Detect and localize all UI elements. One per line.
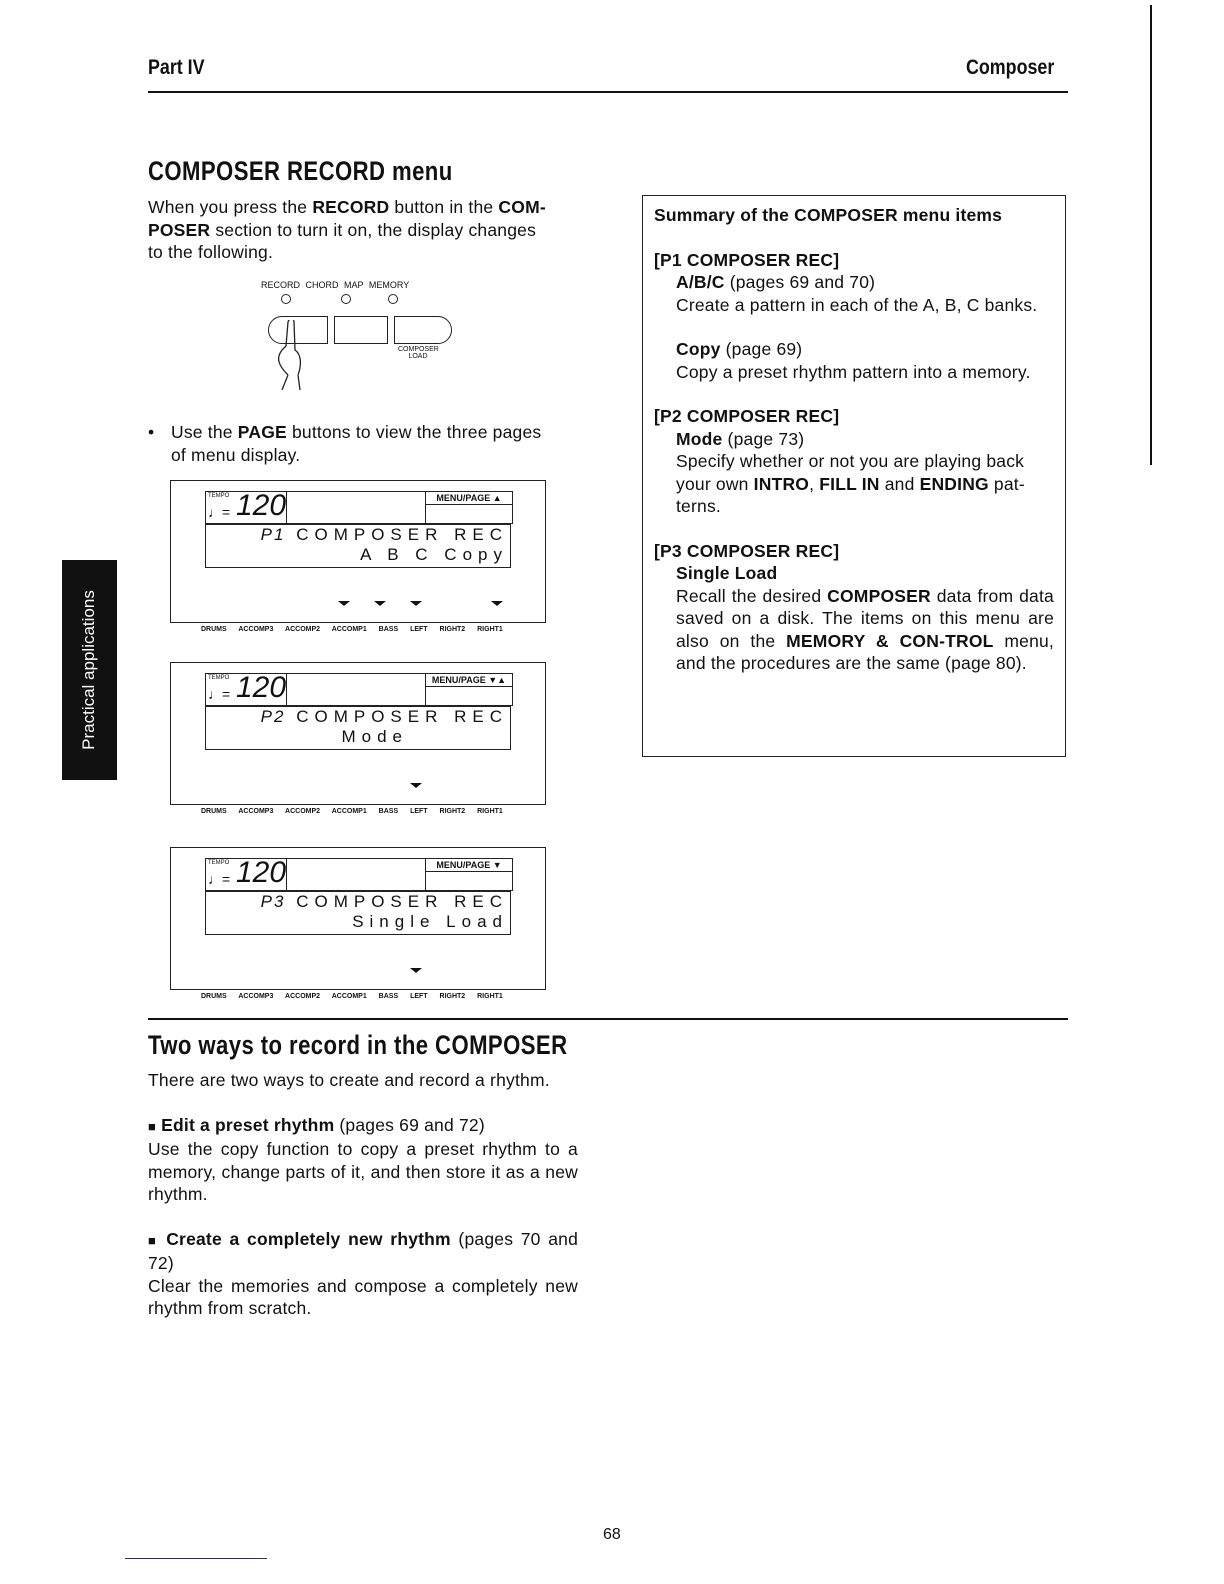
header-chapter: Composer: [966, 56, 1055, 79]
section2-text: There are two ways to create and record a rhythm. ■ Edit a preset rhythm (pages 69 and 72) Use the copy function to copy a preset rhythm to a memory, change parts of it, and then store it as a new rhythm. ■ Create a completely new rhythm (pages 70 and 72) Clear the memories and compose a completely new rhythm from scratch.: [148, 1070, 579, 1318]
pressing-finger-icon: [268, 320, 318, 390]
intro-text: When you press the RECORD button in the COM- POSER section to turn it on, the display changes to the following.: [148, 197, 546, 262]
header-rule: [148, 91, 1068, 93]
chordmap-button[interactable]: [334, 316, 388, 344]
lcd-display-p1: TEMPO ♩= 120 MENU/PAGE ▲ P1 COMPOSER REC A B C Copy DRUMS ACCOMP3 ACCOMP2 ACCOMP1 BASS LEFT RIGHT2 RIGHT1: [170, 480, 546, 623]
composer-load-label: COMPOSER LOAD: [398, 346, 439, 360]
menu-page-indicator: MENU/PAGE ▼▲: [425, 674, 512, 705]
lcd-display-p3: TEMPO ♩= 120 MENU/PAGE ▼ P3 COMPOSER REC Single Load DRUMS ACCOMP3 ACCOMP2 ACCOMP1 BASS LEFT RIGHT2 RIGHT1: [170, 847, 546, 990]
part-labels: DRUMS ACCOMP3 ACCOMP2 ACCOMP1 BASS LEFT RIGHT2 RIGHT1: [201, 626, 503, 633]
summary-box: Summary of the COMPOSER menu items [P1 COMPOSER REC] A/B/C (pages 69 and 70) Create a pattern in each of the A, B, C banks. Copy (page 69) Copy a preset rhythm pattern into a memory. [P2 COMPOSER REC] Mode (page 73) Specify whether or not you are playing back your own INTRO, FILL IN and ENDING pat-terns. [P3 COMPOSER REC] Single Load Recall the desired COMPOSER data from data saved on a disk. The items on this menu are also on the MEMORY & CON-TROL menu, and the procedures are the same (page 80).: [642, 195, 1066, 757]
memory-led-icon: [388, 294, 398, 304]
summary-title: Summary of the COMPOSER menu items: [654, 205, 1003, 225]
lcd-display-p2: TEMPO ♩= 120 MENU/PAGE ▼▲ P2 COMPOSER REC Mode DRUMS ACCOMP3 ACCOMP2 ACCOMP1 BASS LEFT RIGHT2 RIGHT1: [170, 662, 546, 805]
record-led-icon: [281, 294, 291, 304]
side-tab: [62, 560, 117, 780]
side-tab-label: Practical applications: [79, 590, 98, 750]
section-title: COMPOSER RECORD menu: [148, 156, 453, 186]
chordmap-led-icon: [341, 294, 351, 304]
edge-line: [1150, 5, 1152, 465]
menu-page-indicator: MENU/PAGE ▼: [425, 859, 512, 890]
footer-line: [125, 1558, 267, 1559]
page-bullet: • Use the PAGE buttons to view the three pages of menu display.: [148, 422, 542, 465]
page-number: 68: [603, 1526, 621, 1543]
tempo-readout: TEMPO ♩= 120: [208, 859, 287, 889]
panel-labels: RECORD CHORD MAP MEMORY: [261, 280, 410, 290]
section2-title: Two ways to record in the COMPOSER: [148, 1030, 568, 1060]
tempo-readout: TEMPO ♩= 120: [208, 492, 287, 522]
menu-page-indicator: MENU/PAGE ▲: [425, 492, 512, 523]
record-button-illustration: [258, 280, 458, 390]
tempo-readout: TEMPO ♩= 120: [208, 674, 287, 704]
section-rule: [148, 1018, 1068, 1020]
header-part: Part IV: [148, 56, 205, 79]
part-labels: DRUMS ACCOMP3 ACCOMP2 ACCOMP1 BASS LEFT RIGHT2 RIGHT1: [201, 808, 503, 815]
memory-button[interactable]: [394, 316, 452, 344]
part-labels: DRUMS ACCOMP3 ACCOMP2 ACCOMP1 BASS LEFT RIGHT2 RIGHT1: [201, 993, 503, 1000]
